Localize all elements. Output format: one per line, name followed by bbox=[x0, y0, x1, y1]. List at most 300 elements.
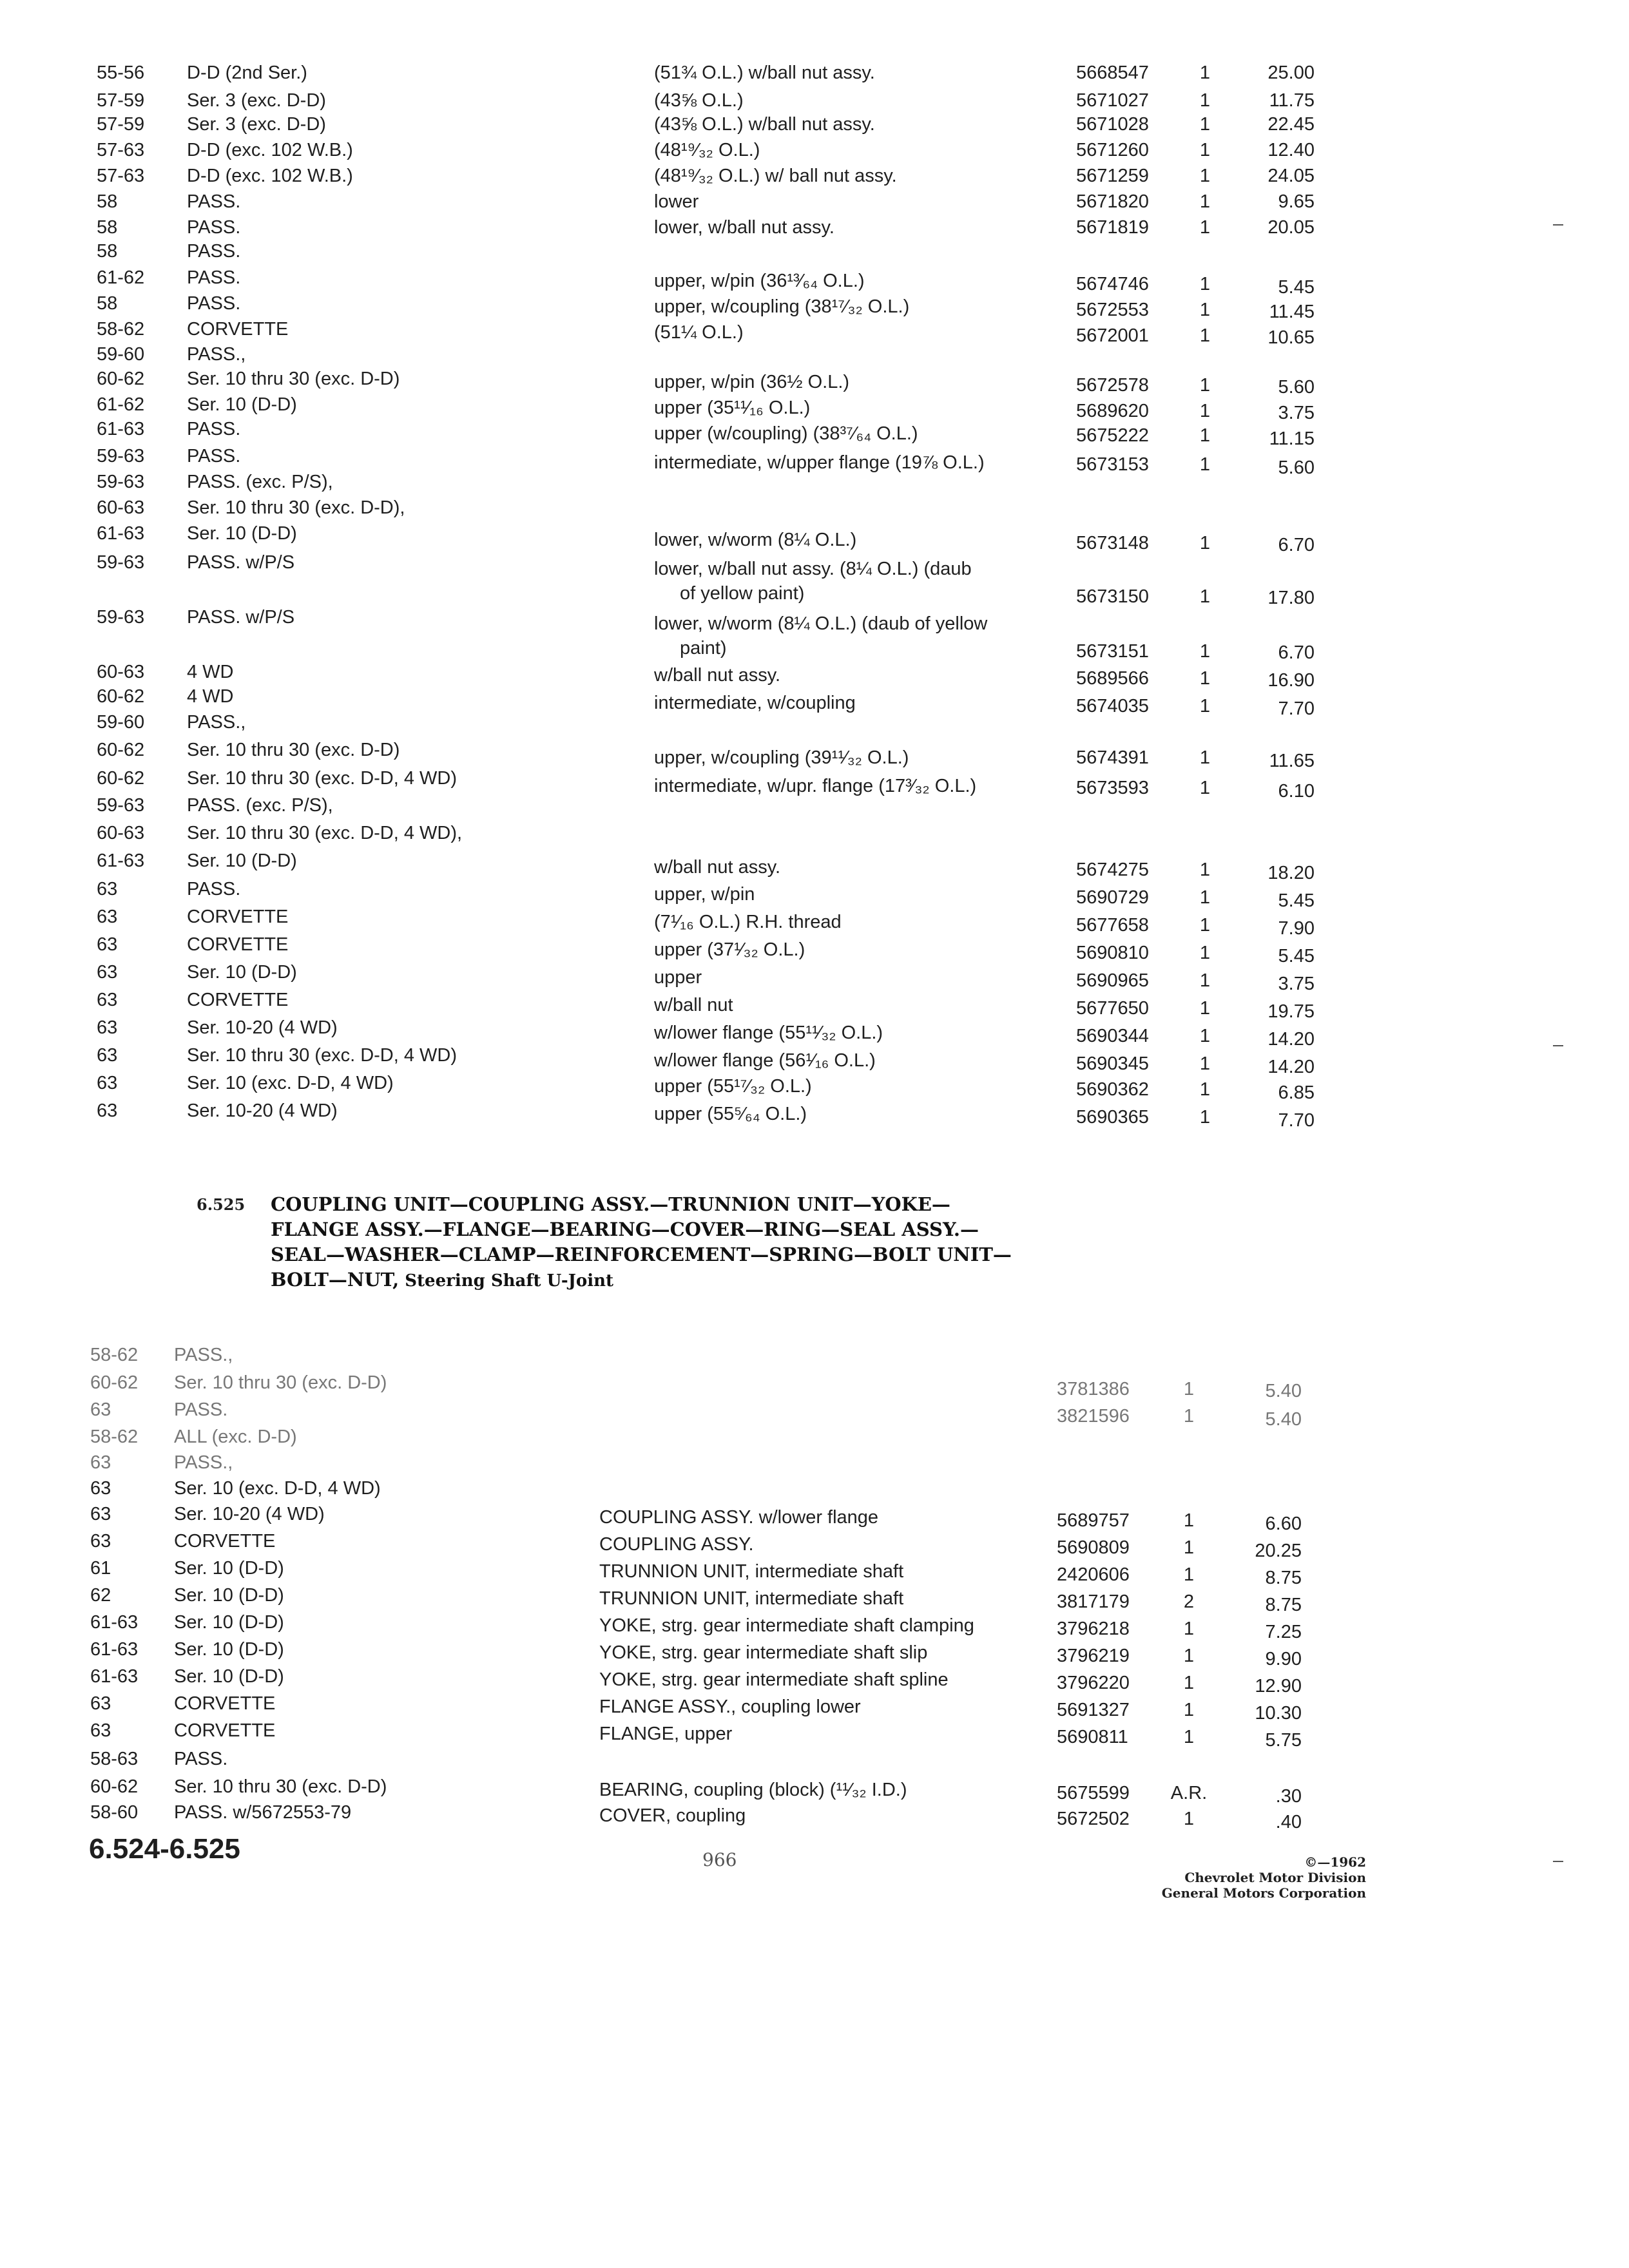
row-application: Ser. 10 thru 30 (exc. D-D), bbox=[187, 497, 405, 518]
row-years: 58 bbox=[97, 217, 118, 238]
row-description: TRUNNION UNIT, intermediate shaft bbox=[599, 1561, 904, 1582]
row-price: 8.75 bbox=[1265, 1595, 1302, 1615]
row-price: 3.75 bbox=[1278, 974, 1315, 994]
row-years: 61-62 bbox=[97, 267, 145, 288]
row-part-number: 5690365 bbox=[1076, 1107, 1149, 1128]
row-part-number: 5672001 bbox=[1076, 325, 1149, 346]
row-years: 58-62 bbox=[97, 319, 145, 340]
row-application: Ser. 10 (D-D) bbox=[174, 1639, 284, 1660]
row-price: 5.40 bbox=[1265, 1409, 1302, 1430]
row-application: PASS., bbox=[174, 1345, 233, 1365]
row-price: 5.60 bbox=[1278, 457, 1315, 478]
row-application: PASS., bbox=[187, 712, 246, 733]
row-part-number: 2420606 bbox=[1057, 1564, 1130, 1585]
row-years: 63 bbox=[97, 1100, 118, 1121]
row-quantity: 1 bbox=[1199, 454, 1211, 475]
row-part-number: 3796218 bbox=[1057, 1619, 1130, 1639]
row-price: 25.00 bbox=[1268, 62, 1315, 83]
row-application: Ser. 10 thru 30 (exc. D-D) bbox=[187, 740, 400, 760]
row-price: 7.70 bbox=[1278, 698, 1315, 719]
row-years: 63 bbox=[97, 962, 118, 983]
row-application: D-D (exc. 102 W.B.) bbox=[187, 166, 353, 186]
row-application: CORVETTE bbox=[174, 1720, 276, 1741]
row-part-number: 5672553 bbox=[1076, 300, 1149, 320]
row-application: Ser. 10 thru 30 (exc. D-D, 4 WD) bbox=[187, 1045, 458, 1066]
row-description: upper, w/coupling (39¹¹⁄₃₂ O.L.) bbox=[654, 747, 909, 768]
row-price: 11.65 bbox=[1269, 751, 1315, 771]
heading-line bbox=[271, 1267, 1173, 1294]
row-years: 63 bbox=[90, 1504, 111, 1524]
row-price: 3.75 bbox=[1278, 403, 1315, 423]
row-description: upper, w/pin (36¹³⁄₆₄ O.L.) bbox=[654, 271, 865, 291]
row-price: 14.20 bbox=[1268, 1057, 1315, 1077]
row-quantity: 1 bbox=[1183, 1564, 1195, 1585]
row-years: 63 bbox=[90, 1693, 111, 1714]
row-quantity: 1 bbox=[1199, 114, 1211, 135]
row-application: PASS. (exc. P/S), bbox=[187, 795, 333, 816]
row-description: intermediate, w/coupling bbox=[654, 693, 856, 713]
row-part-number: 5673153 bbox=[1076, 454, 1149, 475]
margin-mark bbox=[1553, 224, 1563, 226]
row-price: .30 bbox=[1275, 1786, 1302, 1807]
row-years: 62 bbox=[90, 1585, 111, 1606]
row-quantity: 1 bbox=[1199, 166, 1211, 186]
row-years: 58-63 bbox=[90, 1749, 139, 1769]
row-part-number: 5690810 bbox=[1076, 943, 1149, 963]
row-application: PASS. w/5672553-79 bbox=[174, 1802, 352, 1823]
row-years: 61-63 bbox=[90, 1666, 139, 1687]
row-quantity: A.R. bbox=[1170, 1783, 1208, 1803]
row-price: 7.25 bbox=[1265, 1622, 1302, 1642]
row-application: 4 WD bbox=[187, 662, 234, 682]
row-part-number: 5671260 bbox=[1076, 140, 1149, 160]
row-years: 58-62 bbox=[90, 1345, 139, 1365]
row-quantity: 1 bbox=[1199, 300, 1211, 320]
heading-line: SEAL—WASHER—CLAMP—REINFORCEMENT—SPRING—BOLT UNIT— bbox=[271, 1244, 1012, 1265]
row-description: FLANGE, upper bbox=[599, 1724, 733, 1744]
heading-subtitle: Steering Shaft U-Joint bbox=[399, 1271, 614, 1291]
row-application: Ser. 10 (D-D) bbox=[174, 1666, 284, 1687]
row-application: Ser. 10 thru 30 (exc. D-D, 4 WD) bbox=[187, 768, 458, 789]
row-quantity: 1 bbox=[1199, 887, 1211, 908]
row-application: PASS., bbox=[174, 1452, 233, 1473]
row-years: 60-62 bbox=[97, 768, 145, 789]
row-years: 60-62 bbox=[97, 740, 145, 760]
row-quantity: 1 bbox=[1199, 533, 1211, 553]
row-quantity: 1 bbox=[1199, 998, 1211, 1019]
row-quantity: 1 bbox=[1199, 970, 1211, 991]
row-application: D-D (exc. 102 W.B.) bbox=[187, 140, 353, 160]
row-quantity: 1 bbox=[1199, 696, 1211, 716]
heading-text: BOLT—NUT, bbox=[271, 1269, 400, 1291]
row-years: 63 bbox=[90, 1720, 111, 1741]
row-years: 59-63 bbox=[97, 552, 145, 573]
row-part-number: 5673148 bbox=[1076, 533, 1149, 553]
row-application: PASS. bbox=[187, 419, 241, 439]
row-years: 57-59 bbox=[97, 114, 145, 135]
row-price: 10.65 bbox=[1268, 327, 1315, 348]
row-price: 9.90 bbox=[1265, 1649, 1302, 1669]
row-application: PASS. bbox=[187, 446, 241, 466]
row-application: PASS., bbox=[187, 344, 246, 365]
row-years: 58-62 bbox=[90, 1427, 139, 1447]
row-part-number: 5671820 bbox=[1076, 191, 1149, 212]
row-description-continued: of yellow paint) bbox=[680, 583, 805, 604]
row-quantity: 1 bbox=[1183, 1379, 1195, 1399]
row-quantity: 1 bbox=[1183, 1700, 1195, 1720]
row-application: CORVETTE bbox=[174, 1531, 276, 1552]
row-description: upper (55¹⁷⁄₃₂ O.L.) bbox=[654, 1076, 812, 1097]
row-price: 5.45 bbox=[1278, 890, 1315, 911]
row-years: 61 bbox=[90, 1558, 111, 1579]
row-quantity: 1 bbox=[1183, 1727, 1195, 1747]
row-description: (48¹⁹⁄₃₂ O.L.) w/ ball nut assy. bbox=[654, 166, 897, 186]
row-description: (43⅝ O.L.) bbox=[654, 90, 744, 111]
row-application: Ser. 10 thru 30 (exc. D-D) bbox=[174, 1776, 387, 1797]
row-quantity: 1 bbox=[1199, 641, 1211, 662]
row-quantity: 1 bbox=[1199, 401, 1211, 421]
row-price: 16.90 bbox=[1268, 670, 1315, 691]
row-years: 59-60 bbox=[97, 712, 145, 733]
row-application: PASS. bbox=[187, 191, 241, 212]
row-application: Ser. 10-20 (4 WD) bbox=[187, 1017, 338, 1038]
row-application: Ser. 10 (D-D) bbox=[187, 394, 297, 415]
row-part-number: 5691327 bbox=[1057, 1700, 1130, 1720]
row-price: 5.45 bbox=[1278, 277, 1315, 298]
row-quantity: 1 bbox=[1183, 1510, 1195, 1531]
row-price: 7.70 bbox=[1278, 1110, 1315, 1131]
row-years: 63 bbox=[97, 990, 118, 1010]
row-description: lower, w/worm (8¼ O.L.) bbox=[654, 530, 857, 550]
row-application: PASS. bbox=[174, 1399, 228, 1420]
row-description: (51¾ O.L.) w/ball nut assy. bbox=[654, 62, 875, 83]
row-part-number: 5671028 bbox=[1076, 114, 1149, 135]
row-part-number: 5689566 bbox=[1076, 668, 1149, 689]
row-application: Ser. 10 (D-D) bbox=[187, 962, 297, 983]
row-price: 6.70 bbox=[1278, 535, 1315, 555]
row-years: 63 bbox=[97, 1017, 118, 1038]
row-description: TRUNNION UNIT, intermediate shaft bbox=[599, 1588, 904, 1609]
section-number: 6.525 bbox=[197, 1195, 246, 1214]
row-quantity: 1 bbox=[1199, 1026, 1211, 1046]
row-quantity: 1 bbox=[1199, 1053, 1211, 1074]
row-part-number: 5689620 bbox=[1076, 401, 1149, 421]
row-description: w/ball nut assy. bbox=[654, 665, 781, 686]
row-description: YOKE, strg. gear intermediate shaft spline bbox=[599, 1669, 949, 1690]
row-part-number: 5673151 bbox=[1076, 641, 1149, 662]
row-quantity: 1 bbox=[1199, 586, 1211, 607]
row-part-number: 5672578 bbox=[1076, 375, 1149, 396]
row-quantity: 1 bbox=[1199, 217, 1211, 238]
row-price: 5.75 bbox=[1265, 1730, 1302, 1751]
row-application: Ser. 3 (exc. D-D) bbox=[187, 114, 326, 135]
row-part-number: 5671027 bbox=[1076, 90, 1149, 111]
row-description: w/lower flange (56¹⁄₁₆ O.L.) bbox=[654, 1050, 876, 1071]
row-price: 8.75 bbox=[1265, 1568, 1302, 1588]
row-description: upper (35¹¹⁄₁₆ O.L.) bbox=[654, 398, 811, 418]
row-years: 61-63 bbox=[97, 419, 145, 439]
row-description: FLANGE ASSY., coupling lower bbox=[599, 1696, 861, 1717]
row-description: COUPLING ASSY. bbox=[599, 1534, 754, 1555]
row-years: 60-63 bbox=[97, 497, 145, 518]
row-quantity: 1 bbox=[1199, 140, 1211, 160]
row-price: 6.70 bbox=[1278, 642, 1315, 663]
row-part-number: 3796220 bbox=[1057, 1673, 1130, 1693]
row-part-number: 5672502 bbox=[1057, 1809, 1130, 1829]
row-part-number: 5674035 bbox=[1076, 696, 1149, 716]
row-price: 12.90 bbox=[1255, 1676, 1302, 1696]
margin-mark bbox=[1553, 1045, 1563, 1046]
row-price: 20.25 bbox=[1255, 1541, 1302, 1561]
row-quantity: 1 bbox=[1199, 274, 1211, 294]
row-part-number: 3821596 bbox=[1057, 1406, 1130, 1427]
row-description: upper (55⁵⁄₆₄ O.L.) bbox=[654, 1104, 807, 1124]
row-application: CORVETTE bbox=[187, 990, 289, 1010]
row-price: 6.60 bbox=[1265, 1514, 1302, 1534]
row-years: 58-60 bbox=[90, 1802, 139, 1823]
row-quantity: 1 bbox=[1199, 191, 1211, 212]
row-application: Ser. 10 (exc. D-D, 4 WD) bbox=[174, 1478, 381, 1499]
row-quantity: 1 bbox=[1183, 1406, 1195, 1427]
row-description: intermediate, w/upper flange (19⅞ O.L.) bbox=[654, 452, 985, 473]
row-part-number: 5675599 bbox=[1057, 1783, 1130, 1803]
row-quantity: 1 bbox=[1199, 1079, 1211, 1100]
row-part-number: 5690965 bbox=[1076, 970, 1149, 991]
row-price: 11.75 bbox=[1269, 90, 1315, 111]
row-application: PASS. w/P/S bbox=[187, 552, 295, 573]
row-quantity: 1 bbox=[1183, 1537, 1195, 1558]
row-description: YOKE, strg. gear intermediate shaft clamping bbox=[599, 1615, 974, 1636]
row-quantity: 2 bbox=[1183, 1591, 1195, 1612]
row-part-number: 5690345 bbox=[1076, 1053, 1149, 1074]
row-description: COVER, coupling bbox=[599, 1805, 746, 1826]
row-price: .40 bbox=[1275, 1812, 1302, 1832]
row-price: 22.45 bbox=[1268, 114, 1315, 135]
row-years: 59-63 bbox=[97, 607, 145, 628]
row-years: 59-63 bbox=[97, 472, 145, 492]
row-description: lower, w/worm (8¼ O.L.) (daub of yellow bbox=[654, 613, 988, 634]
row-quantity: 1 bbox=[1199, 668, 1211, 689]
row-years: 58 bbox=[97, 191, 118, 212]
row-description: YOKE, strg. gear intermediate shaft slip bbox=[599, 1642, 928, 1663]
row-price: 10.30 bbox=[1255, 1703, 1302, 1724]
row-application: Ser. 10 (D-D) bbox=[174, 1558, 284, 1579]
row-years: 58 bbox=[97, 293, 118, 314]
row-years: 60-62 bbox=[90, 1776, 139, 1797]
row-years: 59-63 bbox=[97, 446, 145, 466]
row-years: 59-60 bbox=[97, 344, 145, 365]
row-application: Ser. 10 (D-D) bbox=[174, 1585, 284, 1606]
row-years: 63 bbox=[90, 1452, 111, 1473]
row-application: CORVETTE bbox=[187, 934, 289, 955]
row-years: 63 bbox=[97, 1073, 118, 1093]
row-application: Ser. 10 (exc. D-D, 4 WD) bbox=[187, 1073, 394, 1093]
copyright: ©—1962 bbox=[1304, 1854, 1366, 1870]
row-years: 55-56 bbox=[97, 62, 145, 83]
row-quantity: 1 bbox=[1199, 778, 1211, 798]
row-price: 19.75 bbox=[1268, 1001, 1315, 1022]
row-years: 59-63 bbox=[97, 795, 145, 816]
row-quantity: 1 bbox=[1199, 747, 1211, 768]
row-application: Ser. 10 thru 30 (exc. D-D) bbox=[174, 1372, 387, 1393]
row-application: PASS. bbox=[187, 293, 241, 314]
row-application: Ser. 10 (D-D) bbox=[187, 523, 297, 544]
row-price: 6.85 bbox=[1278, 1082, 1315, 1103]
row-quantity: 1 bbox=[1199, 425, 1211, 446]
row-description: lower bbox=[654, 191, 699, 212]
row-years: 63 bbox=[90, 1399, 111, 1420]
row-quantity: 1 bbox=[1199, 860, 1211, 880]
row-price: 20.05 bbox=[1268, 217, 1315, 238]
margin-mark bbox=[1553, 1861, 1563, 1862]
row-years: 61-63 bbox=[90, 1639, 139, 1660]
row-description: (43⅝ O.L.) w/ball nut assy. bbox=[654, 114, 875, 135]
row-years: 57-63 bbox=[97, 166, 145, 186]
row-quantity: 1 bbox=[1199, 325, 1211, 346]
row-description: BEARING, coupling (block) (¹¹⁄₃₂ I.D.) bbox=[599, 1780, 907, 1800]
heading-line: FLANGE ASSY.—FLANGE—BEARING—COVER—RING—SEAL ASSY.— bbox=[271, 1218, 979, 1240]
row-application: Ser. 10 thru 30 (exc. D-D, 4 WD), bbox=[187, 823, 463, 843]
row-description: upper (w/coupling) (38³⁷⁄₆₄ O.L.) bbox=[654, 423, 918, 444]
row-part-number: 3796219 bbox=[1057, 1646, 1130, 1666]
row-part-number: 5674391 bbox=[1076, 747, 1149, 768]
row-price: 24.05 bbox=[1268, 166, 1315, 186]
row-price: 5.45 bbox=[1278, 946, 1315, 966]
row-part-number: 5671819 bbox=[1076, 217, 1149, 238]
row-price: 5.40 bbox=[1265, 1381, 1302, 1401]
row-application: CORVETTE bbox=[174, 1693, 276, 1714]
row-price: 18.20 bbox=[1268, 863, 1315, 883]
row-application: PASS. bbox=[187, 267, 241, 288]
row-part-number: 3781386 bbox=[1057, 1379, 1130, 1399]
row-quantity: 1 bbox=[1199, 915, 1211, 936]
row-description: (48¹⁹⁄₃₂ O.L.) bbox=[654, 140, 760, 160]
row-quantity: 1 bbox=[1199, 62, 1211, 83]
row-part-number: 5690729 bbox=[1076, 887, 1149, 908]
row-description: (51¼ O.L.) bbox=[654, 322, 744, 343]
row-part-number: 5690344 bbox=[1076, 1026, 1149, 1046]
row-description-continued: paint) bbox=[680, 638, 727, 658]
row-years: 61-62 bbox=[97, 394, 145, 415]
row-price: 11.45 bbox=[1269, 302, 1315, 322]
row-part-number: 5690809 bbox=[1057, 1537, 1130, 1558]
row-years: 61-63 bbox=[97, 523, 145, 544]
section-reference: 6.524-6.525 bbox=[89, 1833, 240, 1865]
row-years: 63 bbox=[97, 1045, 118, 1066]
row-years: 63 bbox=[97, 907, 118, 927]
row-price: 12.40 bbox=[1268, 140, 1315, 160]
row-years: 60-63 bbox=[97, 662, 145, 682]
row-price: 6.10 bbox=[1278, 781, 1315, 802]
row-description: upper, w/coupling (38¹⁷⁄₃₂ O.L.) bbox=[654, 296, 910, 317]
row-price: 7.90 bbox=[1278, 918, 1315, 939]
row-part-number: 5674275 bbox=[1076, 860, 1149, 880]
row-quantity: 1 bbox=[1183, 1809, 1195, 1829]
row-years: 61-63 bbox=[97, 850, 145, 871]
row-description: w/ball nut assy. bbox=[654, 857, 781, 878]
row-years: 57-59 bbox=[97, 90, 145, 111]
row-application: Ser. 10 (D-D) bbox=[187, 850, 297, 871]
row-quantity: 1 bbox=[1199, 943, 1211, 963]
row-part-number: 5675222 bbox=[1076, 425, 1149, 446]
row-application: CORVETTE bbox=[187, 907, 289, 927]
row-description: lower, w/ball nut assy. (8¼ O.L.) (daub bbox=[654, 559, 972, 579]
row-part-number: 5673150 bbox=[1076, 586, 1149, 607]
row-part-number: 5690811 bbox=[1057, 1727, 1128, 1747]
row-years: 63 bbox=[90, 1478, 111, 1499]
row-application: PASS. bbox=[187, 879, 241, 899]
row-description: w/ball nut bbox=[654, 995, 733, 1015]
row-years: 57-63 bbox=[97, 140, 145, 160]
row-years: 63 bbox=[90, 1531, 111, 1552]
corporation-name: General Motors Corporation bbox=[1161, 1885, 1366, 1901]
row-application: PASS. bbox=[187, 217, 241, 238]
section-heading bbox=[271, 1192, 1173, 1294]
row-part-number: 5673593 bbox=[1076, 778, 1149, 798]
row-application: Ser. 10 (D-D) bbox=[174, 1612, 284, 1633]
row-years: 60-62 bbox=[97, 369, 145, 389]
heading-line: COUPLING UNIT—COUPLING ASSY.—TRUNNION UNIT—YOKE— bbox=[271, 1193, 950, 1215]
page-number: 966 bbox=[702, 1849, 737, 1870]
row-quantity: 1 bbox=[1183, 1673, 1195, 1693]
row-quantity: 1 bbox=[1199, 1107, 1211, 1128]
row-part-number: 5677658 bbox=[1076, 915, 1149, 936]
row-part-number: 5690362 bbox=[1076, 1079, 1149, 1100]
row-application: PASS. w/P/S bbox=[187, 607, 295, 628]
division-name: Chevrolet Motor Division bbox=[1184, 1870, 1366, 1885]
row-price: 11.15 bbox=[1269, 428, 1315, 449]
row-part-number: 3817179 bbox=[1057, 1591, 1130, 1612]
row-part-number: 5668547 bbox=[1076, 62, 1149, 83]
row-application: PASS. bbox=[174, 1749, 228, 1769]
row-application: Ser. 10 thru 30 (exc. D-D) bbox=[187, 369, 400, 389]
row-quantity: 1 bbox=[1199, 375, 1211, 396]
row-part-number: 5671259 bbox=[1076, 166, 1149, 186]
row-application: D-D (2nd Ser.) bbox=[187, 62, 307, 83]
row-application: 4 WD bbox=[187, 686, 234, 707]
row-years: 63 bbox=[97, 879, 118, 899]
row-description: (7¹⁄₁₆ O.L.) R.H. thread bbox=[654, 912, 842, 932]
row-description: COUPLING ASSY. w/lower flange bbox=[599, 1507, 879, 1528]
row-quantity: 1 bbox=[1183, 1646, 1195, 1666]
row-description: w/lower flange (55¹¹⁄₃₂ O.L.) bbox=[654, 1023, 883, 1043]
row-description: upper bbox=[654, 967, 702, 988]
row-description: upper, w/pin (36½ O.L.) bbox=[654, 372, 850, 392]
row-years: 60-62 bbox=[90, 1372, 139, 1393]
row-years: 61-63 bbox=[90, 1612, 139, 1633]
row-application: PASS. (exc. P/S), bbox=[187, 472, 333, 492]
row-price: 17.80 bbox=[1268, 588, 1315, 608]
row-price: 5.60 bbox=[1278, 377, 1315, 398]
row-price: 14.20 bbox=[1268, 1029, 1315, 1050]
row-application: ALL (exc. D-D) bbox=[174, 1427, 297, 1447]
row-description: upper (37¹⁄₃₂ O.L.) bbox=[654, 939, 805, 960]
row-quantity: 1 bbox=[1199, 90, 1211, 111]
row-description: upper, w/pin bbox=[654, 884, 755, 905]
row-description: intermediate, w/upr. flange (17³⁄₃₂ O.L.) bbox=[654, 776, 977, 796]
row-quantity: 1 bbox=[1183, 1619, 1195, 1639]
row-part-number: 5674746 bbox=[1076, 274, 1149, 294]
row-years: 58 bbox=[97, 241, 118, 262]
row-description: lower, w/ball nut assy. bbox=[654, 217, 834, 238]
row-application: Ser. 3 (exc. D-D) bbox=[187, 90, 326, 111]
row-application: CORVETTE bbox=[187, 319, 289, 340]
row-application: Ser. 10-20 (4 WD) bbox=[174, 1504, 325, 1524]
row-application: Ser. 10-20 (4 WD) bbox=[187, 1100, 338, 1121]
row-part-number: 5677650 bbox=[1076, 998, 1149, 1019]
row-part-number: 5689757 bbox=[1057, 1510, 1130, 1531]
row-years: 60-62 bbox=[97, 686, 145, 707]
